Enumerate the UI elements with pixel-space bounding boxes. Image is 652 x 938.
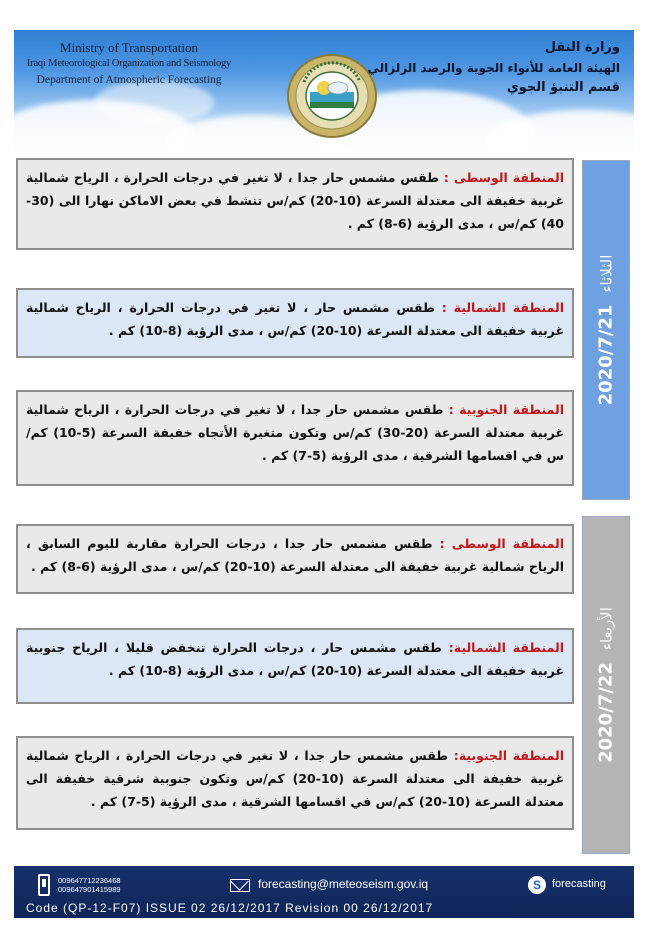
forecast-day2-central bbox=[16, 524, 574, 594]
forecast-day1-north bbox=[16, 288, 574, 358]
date-bar-day1 bbox=[582, 160, 630, 500]
region-label: المنطقة الجنوبية : bbox=[448, 402, 564, 417]
date-value: 2020/7/22 bbox=[595, 662, 617, 763]
region-label: المنطقة الوسطى : bbox=[439, 536, 564, 551]
date-label-day2 bbox=[596, 607, 617, 763]
forecast-text: طقس مشمس حار ، لا تغير في درجات الحرارة ، الرياح شمالية غربية خفيفة الى معتدلة السرعة (10-20) كم/س ، مدى الرؤية (8-10) كم . bbox=[26, 300, 564, 338]
forecast-text: طقس مشمس حار جدا ، درجات الحرارة مقاربة لليوم السابق ، الرياح شمالية غربية خفيفة الى معتدلة السرعة (10-20) كم/س ، مدى الرؤية (6-8) كم . bbox=[26, 536, 564, 574]
date-value: 2020/7/21 bbox=[595, 304, 617, 406]
department-name-en: Department of Atmospheric Forecasting bbox=[36, 74, 222, 86]
header-banner bbox=[14, 30, 634, 148]
region-label: المنطقة الشمالية: bbox=[448, 640, 565, 655]
forecast-day1-south bbox=[16, 390, 574, 486]
ministry-name-en: Ministry of Transportation bbox=[60, 40, 198, 55]
phone-numbers bbox=[58, 876, 121, 894]
document-code: Code (QP-12-F07) ISSUE 02 26/12/2017 Revision 00 26/12/2017 bbox=[26, 901, 434, 915]
department-name-ar: قسم التنبؤ الجوي bbox=[506, 80, 620, 95]
date-label-day1 bbox=[596, 255, 617, 406]
forecast-text: طقس مشمس حار ، درجات الحرارة تنخفض قليلا ، الرياح جنوبية غربية خفيفة الى معتدلة السرعة (10-20) كم/س ، مدى الرؤية (8-10) كم . bbox=[26, 640, 564, 678]
weekday: الأربعاء bbox=[597, 607, 616, 651]
skype-handle[interactable]: forecasting bbox=[552, 878, 606, 890]
ministry-name-ar: وزارة النقل bbox=[544, 40, 620, 55]
weekday: الثلاثاء bbox=[597, 254, 616, 293]
envelope-icon bbox=[230, 879, 250, 892]
header-arabic bbox=[367, 38, 620, 98]
forecast-text: طقس مشمس حار جدا ، لا تغير في درجات الحرارة ، الرياح شمالية غربية معتدلة السرعة (20-30) كم/س وتكون متغيرة الأتجاه خفيفة السرعة (5-10) كم/س في اقسامها الشرقية ، مدى الرؤية (5-7) كم . bbox=[26, 402, 564, 463]
organization-name-en: Iraqi Meteorological Organization and Seismology bbox=[26, 58, 232, 69]
email-link[interactable]: forecasting@meteoseism.gov.iq bbox=[258, 877, 429, 891]
phone-number-1: 009647712236468 bbox=[58, 876, 121, 885]
forecast-day2-south bbox=[16, 736, 574, 830]
forecast-day2-north bbox=[16, 628, 574, 704]
phone-number-2: 009647901415989 bbox=[58, 885, 121, 894]
forecast-text: طقس مشمس حار جدا ، لا تغير في درجات الحرارة ، الرياح شمالية غربية خفيفة الى معتدلة السرعة (10-20) كم/س وتكون جنوبية شرقية خفيفة الى معتدلة السرعة (10-20) كم/س في اقسامها الشرقية ، مدى الرؤية (5-7) كم . bbox=[26, 748, 564, 809]
region-label: المنطقة الجنوبية: bbox=[453, 748, 564, 763]
forecast-text: طقس مشمس حار جدا ، لا تغير في درجات الحرارة ، الرياح شمالية غربية خفيفة الى معتدلة السرعة (10-20) كم/س تنشط في بعض الاماكن نهارا الى (30-40) كم/س ، مدى الرؤية (6-8) كم . bbox=[26, 170, 564, 231]
mobile-phone-icon bbox=[38, 874, 50, 896]
region-label: المنطقة الشمالية : bbox=[441, 300, 564, 315]
region-label: المنطقة الوسطى : bbox=[443, 170, 564, 185]
forecast-day1-central bbox=[16, 158, 574, 250]
header-english bbox=[14, 40, 244, 88]
organization-name-ar: الهيئة العامة للأنواء الجوية والرصد الزلزالي bbox=[367, 61, 620, 75]
skype-icon: S bbox=[528, 876, 546, 894]
date-bar-day2 bbox=[582, 516, 630, 854]
iraqi-meteorological-organization-logo bbox=[284, 52, 380, 140]
footer-bar bbox=[14, 866, 634, 918]
